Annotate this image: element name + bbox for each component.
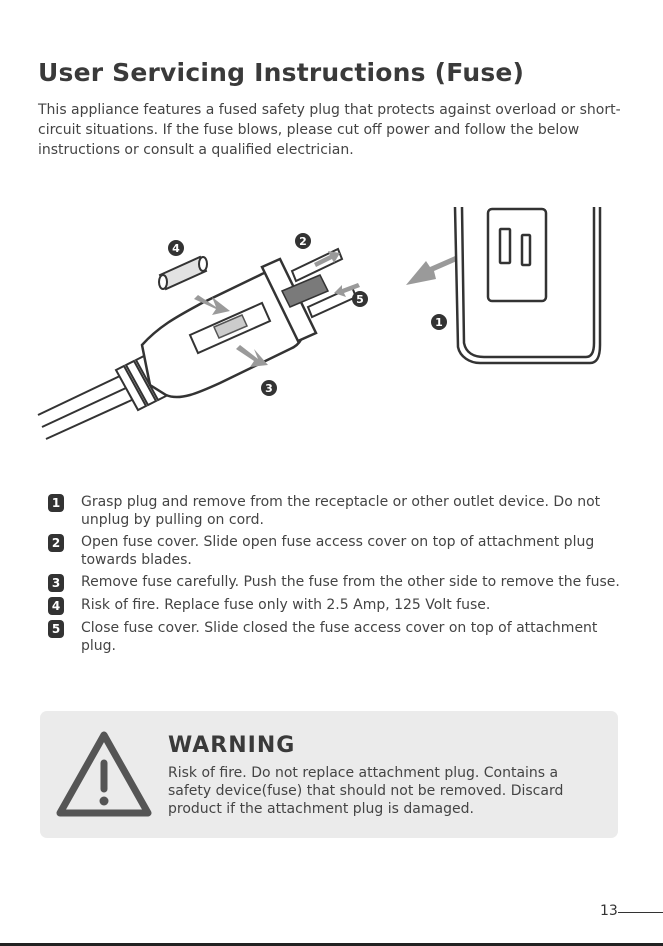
svg-text:4: 4 [172,242,180,255]
step-text: Remove fuse carefully. Push the fuse from the other side to remove the fuse. [81,574,620,590]
instruction-steps [48,493,623,659]
callout-3 [261,380,277,396]
step-number-badge: 3 [48,574,64,592]
step-text: Grasp plug and remove from the receptacle or other outlet device. Do not unplug by pulling on cord. [81,494,601,528]
step-number-badge: 5 [48,620,64,638]
power-cord [38,375,134,439]
step-text: Open fuse cover. Slide open fuse access cover on top of attachment plug towards blades. [81,534,595,568]
fuse-plug-illustration [30,195,630,475]
step-text: Close fuse cover. Slide closed the fuse access cover on top of attachment plug. [81,620,598,654]
step-number-badge: 2 [48,534,64,552]
replacement-fuse [159,257,207,289]
svg-text:1: 1 [435,316,443,329]
svg-text:5: 5 [356,293,364,306]
warning-triangle-icon [54,729,154,821]
step-2 [48,533,623,569]
callout-5 [352,291,368,307]
callout-1 [431,314,447,330]
step-number-badge: 1 [48,494,64,512]
wall-outlet [455,207,600,363]
step-text: Risk of fire. Replace fuse only with 2.5 Amp, 125 Volt fuse. [81,597,491,613]
step-number-badge: 4 [48,597,64,615]
warning-box [40,711,618,838]
warning-text: Risk of fire. Do not replace attachment plug. Contains a safety device(fuse) that should not be removed. Discard product if the attachment plug is damaged. [168,765,564,817]
svg-text:3: 3 [265,382,273,395]
step-3 [48,573,623,592]
page-number-rule [618,912,663,913]
step-5 [48,619,623,655]
page-number: 13 [600,903,618,919]
callout-4 [168,240,184,256]
step-1 [48,493,623,529]
callout-2 [295,233,311,249]
warning-title: WARNING [168,733,296,758]
page-title: User Servicing Instructions (Fuse) [38,58,525,87]
step-4 [48,596,623,615]
intro-paragraph: This appliance features a fused safety plug that protects against overload or short-circuit situations. If the fuse blows, please cut off power and follow the below instructions or consult a qualified electrician. [38,102,621,158]
svg-text:2: 2 [299,235,307,248]
